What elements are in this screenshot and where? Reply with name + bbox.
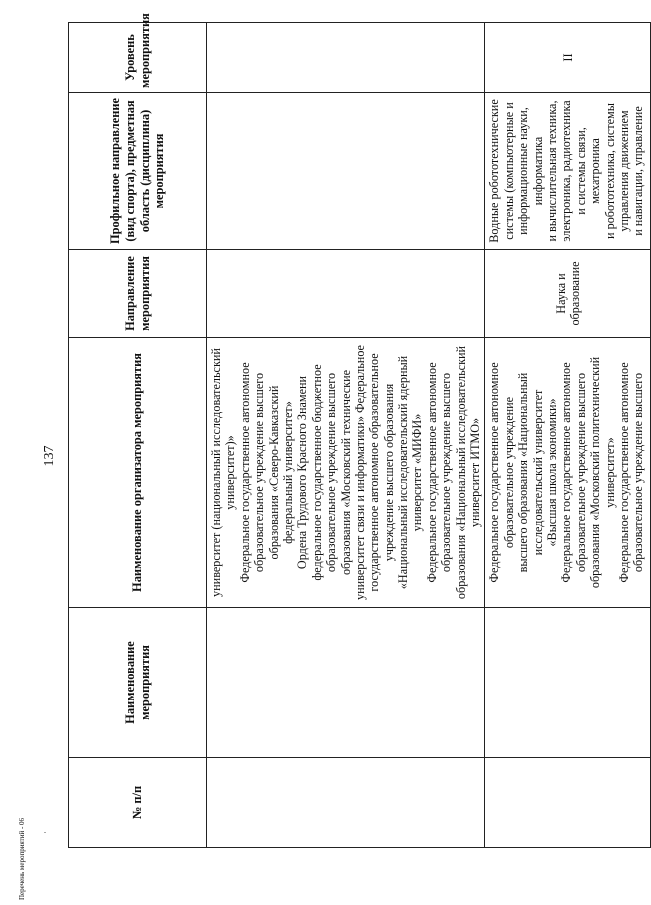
cell-organizer	[485, 338, 651, 608]
organizer-line: образования «Московский технические	[338, 369, 353, 576]
profile-line: мехатроника	[588, 138, 603, 204]
organizer-line: федеральное государственное бюджетное	[309, 364, 324, 581]
cell-direction	[207, 250, 485, 338]
organizer-line: образования «Национальный исследовательский	[453, 345, 468, 600]
profile-line: системы (компьютерные и	[501, 102, 516, 240]
organizer-line: исследовательский университет	[530, 389, 545, 556]
page-number: 137	[42, 445, 57, 467]
organizer-line: Федеральное государственное автономное	[559, 362, 574, 583]
organizer-line: Федеральное государственное автономное	[487, 362, 502, 583]
profile-line: и вычислительная техника,	[544, 100, 559, 242]
organizer-line: Федеральное государственное автономное	[616, 362, 631, 583]
organizer-line: университет «МИФИ»	[410, 413, 425, 532]
header-event-name: Наименование мероприятия	[69, 608, 207, 758]
organizer-line: образовательное учреждение высшего	[439, 372, 454, 573]
organizer-line: университет»	[602, 437, 617, 508]
profile-line: информатика	[530, 136, 545, 206]
organizer-line: университет (национальный исследовательский	[209, 348, 223, 597]
cell-event-name	[207, 608, 485, 758]
organizer-line: образовательное учреждение высшего	[252, 372, 267, 573]
organizer-line: университет ИТМО»	[468, 417, 483, 528]
header-profile: Профильное направление (вид спорта), предметная область (дисциплина) мероприятия	[69, 93, 207, 250]
cell-level: II	[485, 23, 651, 93]
profile-line: и навигации, управление	[631, 106, 646, 236]
header-organizer: Наименование организатора мероприятия	[69, 338, 207, 608]
table-row	[207, 23, 485, 848]
organizer-line: федеральный университет»	[280, 401, 295, 544]
footer-dot: .	[44, 826, 46, 835]
table-row	[485, 23, 651, 848]
profile-line: электроника, радиотехника	[559, 100, 574, 242]
profile-line: Водные робототехнические	[487, 99, 502, 243]
organizer-line: Федеральное государственное автономное	[237, 362, 252, 583]
organizer-line: учреждение высшего образования	[381, 383, 396, 562]
organizer-line: университет связи и информатики» Федеральное	[352, 345, 367, 600]
events-table	[68, 13, 651, 848]
table-header-row	[69, 23, 207, 848]
cell-no	[207, 758, 485, 848]
profile-line: и системы связи,	[573, 127, 588, 215]
cell-direction: Наука и образование	[485, 250, 651, 338]
profile-line: и робототехника, системы	[602, 103, 617, 239]
page-footer: Перечень мероприятий - 06	[18, 817, 26, 900]
organizer-line: образовательное учреждение	[501, 396, 516, 549]
organizer-line: «Высшая школа экономики»	[544, 398, 559, 547]
cell-profile	[485, 93, 651, 250]
header-no: № п/п	[69, 758, 207, 848]
organizer-line: образовательное учреждение высшего	[324, 372, 339, 573]
organizer-line: образования «Северо-Кавказский	[266, 385, 281, 560]
organizer-line: Федеральное государственное автономное	[424, 362, 439, 583]
organizer-line: Ордена Трудового Красного Знамени	[295, 375, 310, 570]
cell-profile	[207, 93, 485, 250]
header-direction: Направление мероприятия	[69, 250, 207, 338]
organizer-line: «Национальный исследовательский ядерный	[396, 355, 411, 590]
organizer-line: государственное автономное образовательное	[367, 353, 382, 592]
cell-no	[485, 758, 651, 848]
organizer-line: образования «Московский политехнический	[588, 356, 603, 589]
rotated-table-wrapper	[68, 13, 646, 848]
organizer-line: образовательное учреждение высшего	[573, 372, 588, 573]
organizer-line: высшего образования «Национальный	[516, 372, 531, 573]
profile-line: управления движением	[616, 110, 631, 232]
cell-organizer	[207, 338, 485, 608]
organizer-line: образовательное учреждение высшего	[631, 372, 646, 573]
header-level: Уровень мероприятия	[69, 23, 207, 93]
cell-level	[207, 23, 485, 93]
profile-line: информационные науки,	[516, 107, 531, 235]
cell-event-name	[485, 608, 651, 758]
organizer-line: университет)»	[223, 435, 238, 510]
